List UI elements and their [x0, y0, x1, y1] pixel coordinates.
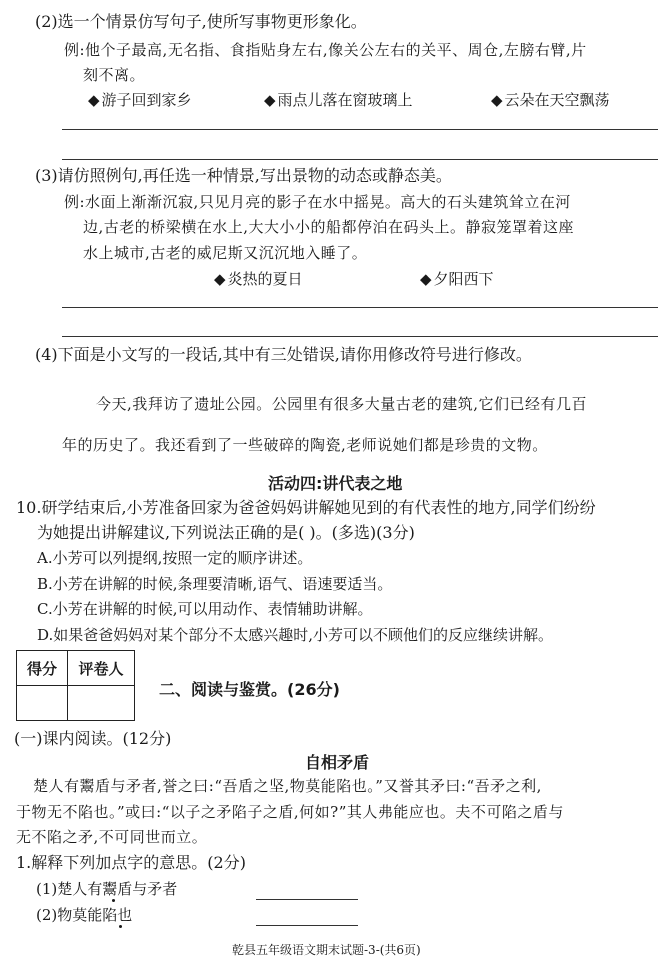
emphasis-dot — [112, 899, 115, 902]
q3-prompt: (3)请仿照例句,再任选一种情景,写出景物的动态或静态美。 — [35, 166, 452, 185]
q1-item2: (2)物莫能陷也 — [36, 906, 133, 924]
q10-choice-b[interactable]: B.小芳在讲解的时候,条理要清晰,语气、语速要适当。 — [37, 575, 393, 593]
passage-line2: 于物无不陷也。”或曰:“以子之矛陷子之盾,何如?”其人弗能应也。夫不可陷之盾与 — [16, 803, 564, 821]
q10-line1: 10.研学结束后,小芳准备回家为爸爸妈妈讲解她见到的有代表性的地方,同学们纷纷 — [16, 498, 596, 517]
q3-answer-line-2[interactable] — [62, 336, 658, 337]
q2-option-3: ◆ 云朵在天空飘荡 — [491, 91, 610, 109]
q2-example-line1: 例:他个子最高,无名指、食指贴身左右,像关公左右的关平、周仓,左膀右臂,片 — [64, 41, 587, 59]
diamond-icon: ◆ — [214, 270, 226, 288]
grader-header: 评卷人 — [68, 651, 135, 686]
q2-option-2: ◆ 雨点儿落在窗玻璃上 — [264, 91, 413, 109]
q1-item1-answer-line[interactable] — [256, 899, 358, 900]
activity4-title: 活动四:讲代表之地 — [268, 474, 403, 493]
diamond-icon: ◆ — [491, 91, 503, 109]
score-header: 得分 — [17, 651, 68, 686]
q10-choice-d[interactable]: D.如果爸爸妈妈对某个部分不太感兴趣时,小芳可以不顾他们的反应继续讲解。 — [37, 626, 554, 644]
q2-option-1: ◆ 游子回到家乡 — [88, 91, 192, 109]
q2-example-line2: 刻不离。 — [83, 66, 146, 84]
section2-title: 二、阅读与鉴赏。(26分) — [159, 680, 340, 699]
q2-prompt: (2)选一个情景仿写句子,使所写事物更形象化。 — [35, 12, 367, 31]
diamond-icon: ◆ — [420, 270, 432, 288]
passage-line3: 无不陷之矛,不可同世而立。 — [16, 828, 208, 846]
part1-title: (一)课内阅读。(12分) — [14, 729, 172, 748]
q3-example-line1: 例:水面上渐渐沉寂,只见月亮的影子在水中摇晃。高大的石头建筑耸立在河 — [64, 193, 571, 211]
emphasis-dot — [119, 925, 122, 928]
q4-paragraph-line1: 今天,我拜访了遗址公园。公园里有很多大量古老的建筑,它们已经有几百 — [96, 395, 588, 413]
diamond-icon: ◆ — [264, 91, 276, 109]
score-table — [16, 650, 135, 721]
score-cell[interactable] — [17, 686, 68, 721]
q3-option-1: ◆ 炎热的夏日 — [214, 270, 303, 288]
passage-title: 自相矛盾 — [305, 753, 370, 772]
grader-cell[interactable] — [68, 686, 135, 721]
q2-answer-line-1[interactable] — [62, 129, 658, 130]
q1-item2-answer-line[interactable] — [256, 925, 358, 926]
q1-prompt: 1.解释下列加点字的意思。(2分) — [16, 853, 246, 872]
q2-answer-line-2[interactable] — [62, 159, 658, 160]
diamond-icon: ◆ — [88, 91, 100, 109]
q3-example-line2: 边,古老的桥梁横在水上,大大小小的船都停泊在码头上。静寂笼罩着这座 — [83, 218, 575, 236]
q1-item1: (1)楚人有鬻盾与矛者 — [36, 880, 178, 898]
q4-paragraph-line2: 年的历史了。我还看到了一些破碎的陶瓷,老师说她们都是珍贵的文物。 — [62, 436, 548, 454]
q3-option-2: ◆ 夕阳西下 — [420, 270, 494, 288]
q3-answer-line-1[interactable] — [62, 307, 658, 308]
q4-prompt: (4)下面是小文写的一段话,其中有三处错误,请你用修改符号进行修改。 — [35, 345, 532, 364]
passage-line1: 楚人有鬻盾与矛者,誉之曰:“吾盾之坚,物莫能陷也。”又誉其矛曰:“吾矛之利, — [33, 777, 542, 795]
page-footer: 乾县五年级语文期末试题-3-(共6页) — [232, 943, 421, 957]
q10-choice-c[interactable]: C.小芳在讲解的时候,可以用动作、表情辅助讲解。 — [37, 600, 373, 618]
q3-example-line3: 水上城市,古老的威尼斯又沉沉地入睡了。 — [83, 244, 368, 262]
q10-line2: 为她提出讲解建议,下列说法正确的是( )。(多选)(3分) — [37, 523, 415, 542]
q10-choice-a[interactable]: A.小芳可以列提纲,按照一定的顺序讲述。 — [37, 549, 313, 567]
